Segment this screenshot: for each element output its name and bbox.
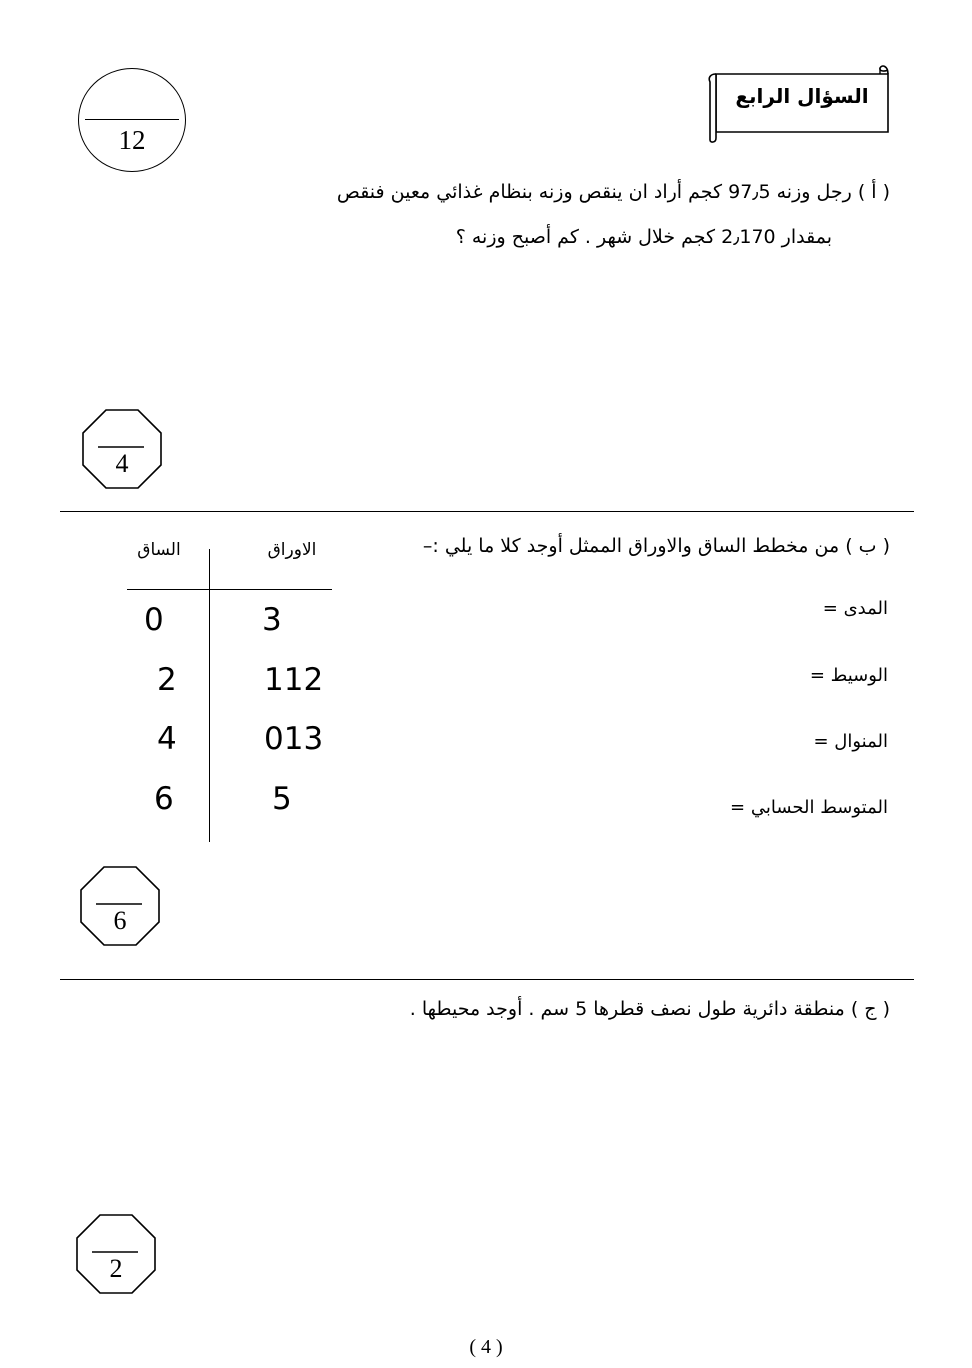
part-a-line-2: بمقدار 2٫170 كجم خلال شهر . كم أصبح وزنه ؟	[455, 226, 832, 248]
part-b-prompt: ( ب ) من مخطط الساق والاوراق الممثل أوجد كلا ما يلي :–	[422, 535, 890, 557]
total-score-circle	[78, 68, 186, 172]
leaf-value: 112	[264, 662, 324, 698]
stem-leaf-vertical-line	[209, 549, 210, 842]
part-c-text: ( ج ) منطقة دائرية طول نصف قطرها 5 سم . أوجد محيطها .	[409, 998, 890, 1020]
median-label: الوسيط =	[809, 665, 888, 686]
part-c-score-badge	[76, 1214, 156, 1294]
leaf-value: 013	[264, 721, 324, 757]
mode-label: المنوال =	[813, 731, 888, 752]
stem-value: 2	[157, 662, 177, 698]
stem-header: الساق	[137, 540, 181, 560]
leaf-value: 5	[272, 781, 292, 817]
part-b-score: 6	[113, 906, 127, 935]
stem-value: 0	[144, 602, 164, 638]
section-divider	[60, 511, 914, 512]
total-score: 12	[118, 125, 146, 155]
score-blank-line	[85, 119, 179, 120]
part-a-score-badge	[82, 409, 162, 489]
stem-leaf-horizontal-line	[127, 589, 332, 590]
part-c-score: 2	[109, 1254, 123, 1283]
stem-value: 6	[154, 781, 174, 817]
part-a-line-1: ( أ ) رجل وزنه 97٫5 كجم أراد ان ينقص وزنه بنظام غذائي معين فنقص	[336, 181, 890, 203]
stem-value: 4	[157, 721, 177, 757]
range-label: المدى =	[822, 598, 888, 619]
part-a-score: 4	[115, 449, 129, 478]
mean-label: المتوسط الحسابي =	[730, 797, 888, 818]
section-divider	[60, 979, 914, 980]
question-title: السؤال الرابع	[735, 84, 869, 108]
page-number: ( 4 )	[469, 1336, 503, 1358]
part-b-score-badge	[80, 866, 160, 946]
leaf-header: الاوراق	[267, 540, 317, 560]
leaf-value: 3	[262, 602, 282, 638]
